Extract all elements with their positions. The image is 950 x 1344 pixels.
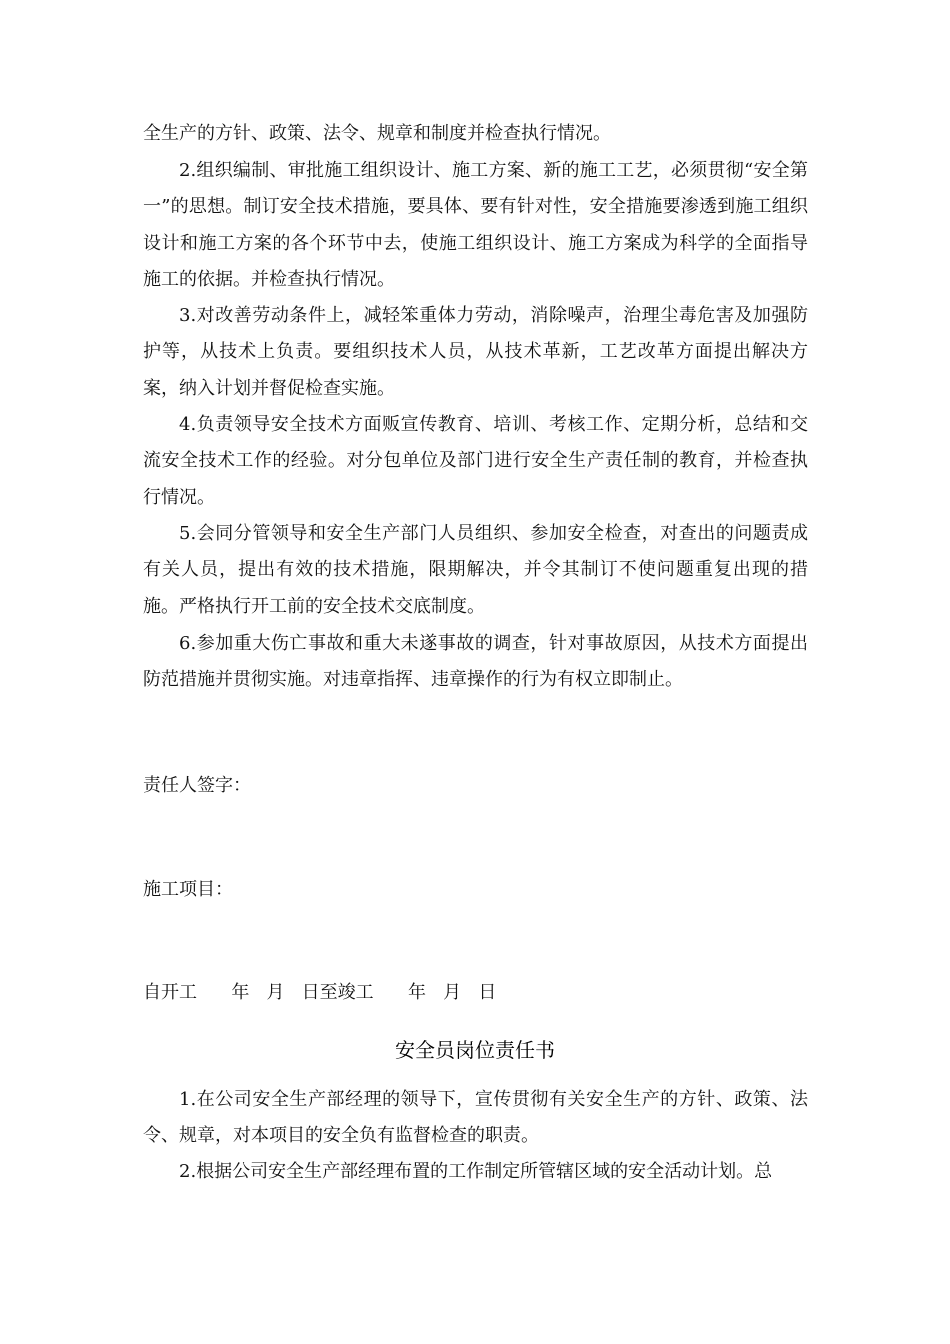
- paragraph-bottom-2: 2.根据公司安全生产部经理布置的工作制定所管辖区域的安全活动计划。总: [179, 1161, 773, 1182]
- paragraph-item-6: 6.参加重大伤亡事故和重大未遂事故的调查，针对事故原因，从技术方面提出防范措施并贯彻实施。对违章指挥、违章操作的行为有权立即制止。: [143, 633, 808, 691]
- paragraph-continuation: 全生产的方针、政策、法令、规章和制度并检查执行情况。: [143, 123, 611, 144]
- section-title: 安全员岗位责任书: [395, 1038, 555, 1062]
- paragraph-item-3: 3.对改善劳动条件上，减轻笨重体力劳动，消除噪声，治理尘毒危害及加强防护等，从技术上负责。要组织技术人员，从技术革新，工艺改革方面提出解决方案，纳入计划并督促检查实施。: [143, 305, 808, 399]
- signature-label: 责任人签字：: [143, 775, 251, 796]
- date-line: 自开工 年 月 日至竣工 年 月 日: [143, 982, 497, 1003]
- paragraph-bottom-1: 1.在公司安全生产部经理的领导下，宣传贯彻有关安全生产的方针、政策、法令、规章，对本项目的安全负有监督检查的职责。: [143, 1089, 808, 1147]
- paragraph-item-2: 2.组织编制、审批施工组织设计、施工方案、新的施工工艺，必须贯彻“安全第一”的思想。制订安全技术措施，要具体、要有针对性，安全措施要渗透到施工组织设计和施工方案的各个环节中去，使施工组织设计、施工方案成为科学的全面指导施工的依据。并检查执行情况。: [143, 160, 808, 290]
- project-label: 施工项目：: [143, 879, 233, 900]
- paragraph-item-5: 5.会同分管领导和安全生产部门人员组织、参加安全检查，对查出的问题责成有关人员，提出有效的技术措施，限期解决，并令其制订不使问题重复出现的措施。严格执行开工前的安全技术交底制度。: [143, 523, 808, 617]
- paragraph-item-4: 4.负责领导安全技术方面贩宣传教育、培训、考核工作、定期分析，总结和交流安全技术工作的经验。对分包单位及部门进行安全生产责任制的教育，并检查执行情况。: [143, 414, 808, 508]
